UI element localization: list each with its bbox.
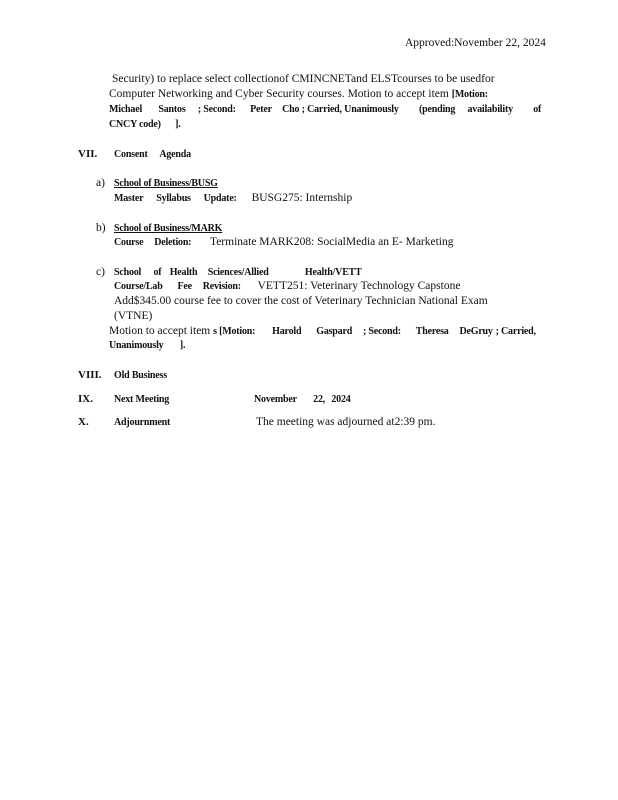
motion-label: [Motion:: [451, 89, 488, 100]
next-month: November: [254, 394, 297, 405]
section-title-next-meeting: Next Meeting: [114, 394, 170, 405]
item-a-type-3: Update:: [203, 193, 237, 204]
item-c-unanimously: Unanimously: [109, 340, 164, 351]
pending-word: (pending: [418, 104, 456, 115]
mover-last: Santos: [158, 104, 186, 115]
item-c-school-4: Sciences/Allied: [207, 267, 269, 278]
section-num-x: X.: [78, 416, 89, 428]
seconder-last: Cho: [282, 104, 300, 115]
item-c-detail: [114, 280, 460, 292]
seconder-first: Peter: [250, 104, 272, 115]
item-b-desc: Terminate MARK208: SocialMedia an E- Marketing: [209, 236, 454, 248]
item-c-school: [114, 267, 362, 278]
item-c-motion-text: Motion to accept item: [109, 325, 211, 337]
item-a-type-2: Syllabus: [156, 193, 191, 204]
item-a-school-text: School of Business/BUSG: [114, 178, 218, 189]
section-num-viii: VIII.: [78, 369, 102, 381]
next-day: 22,: [313, 394, 326, 405]
item-c-motion-close: ].: [179, 340, 186, 351]
item-c-school-1: School: [114, 267, 142, 278]
item-c-mover-last: Gaspard: [316, 326, 353, 337]
item-b-letter: b): [96, 222, 106, 234]
item-c-add-line-2: (VTNE): [114, 310, 153, 322]
item-b-type-1: Course: [114, 237, 144, 248]
item-b-school-text: School of Business/MARK: [114, 223, 223, 234]
item-c-school-5: Health/VETT: [304, 267, 362, 278]
cncy-code: CNCY code): [109, 119, 161, 130]
item-c-mover-first: Harold: [272, 326, 302, 337]
item-c-type-2: Fee: [177, 281, 192, 292]
next-meeting-date: [254, 394, 351, 405]
next-year: 2024: [331, 394, 351, 405]
item-c-seconder-last: DeGruy: [459, 326, 493, 337]
consent-word: Consent: [114, 149, 148, 160]
item-c-desc: VETT251: Veterinary Technology Capstone: [257, 280, 461, 292]
availability-word: availability: [467, 104, 513, 115]
item-c-type-1: Course/Lab: [114, 281, 163, 292]
item-c-add-line-1: Add$345.00 course fee to cover the cost of Veterinary Technician National Exam: [114, 295, 488, 307]
item-c-letter: c): [96, 266, 105, 278]
unanimously-label: Unanimously: [344, 104, 399, 115]
approved-date: Approved:November 22, 2024: [405, 37, 546, 49]
item-c-carried-label: ; Carried,: [495, 326, 536, 337]
motion-close: ].: [175, 119, 181, 130]
item-c-school-3: Health: [169, 267, 198, 278]
item-c-motion-line-2: [109, 340, 185, 351]
item-c-type-3: Revision:: [202, 281, 241, 292]
item-b-type-2: Deletion:: [154, 237, 192, 248]
item-a-detail: [114, 192, 352, 204]
item-c-second-label: ; Second:: [362, 326, 401, 337]
section-title-adjournment: Adjournment: [114, 417, 171, 428]
adjournment-text: The meeting was adjourned at2:39 pm.: [256, 416, 436, 428]
item-b-school: [114, 223, 242, 234]
continued-line-4: [109, 119, 181, 130]
item-c-seconder-first: Theresa: [415, 326, 449, 337]
carried-label: ; Carried,: [301, 104, 342, 115]
item-a-desc: BUSG275: Internship: [251, 192, 353, 204]
item-a-type-1: Master: [114, 193, 144, 204]
item-c-motion-line-1: [109, 325, 536, 337]
agenda-word: Agenda: [159, 149, 191, 160]
section-title-old-business: Old Business: [114, 370, 167, 381]
item-c-school-2: of: [153, 267, 162, 278]
continued-line-2: [109, 88, 488, 100]
continued-line-1: Security) to replace select collectionof CMINCNETand ELSTcourses to be usedfor: [112, 73, 495, 85]
second-label: ; Second:: [197, 104, 236, 115]
section-num-ix: IX.: [78, 393, 93, 405]
item-a-letter: a): [96, 177, 105, 189]
section-title-consent: [114, 149, 191, 160]
continued-line-2-text: Computer Networking and Cyber Security courses. Motion to accept item: [109, 88, 449, 100]
item-a-school: [114, 178, 240, 189]
item-c-motion-label: s [Motion:: [213, 326, 256, 337]
section-num-vii: VII.: [78, 148, 98, 160]
continued-line-3: [109, 104, 541, 115]
mover-first: Michael: [109, 104, 143, 115]
of-word: of: [533, 104, 542, 115]
item-b-detail: [114, 236, 454, 248]
